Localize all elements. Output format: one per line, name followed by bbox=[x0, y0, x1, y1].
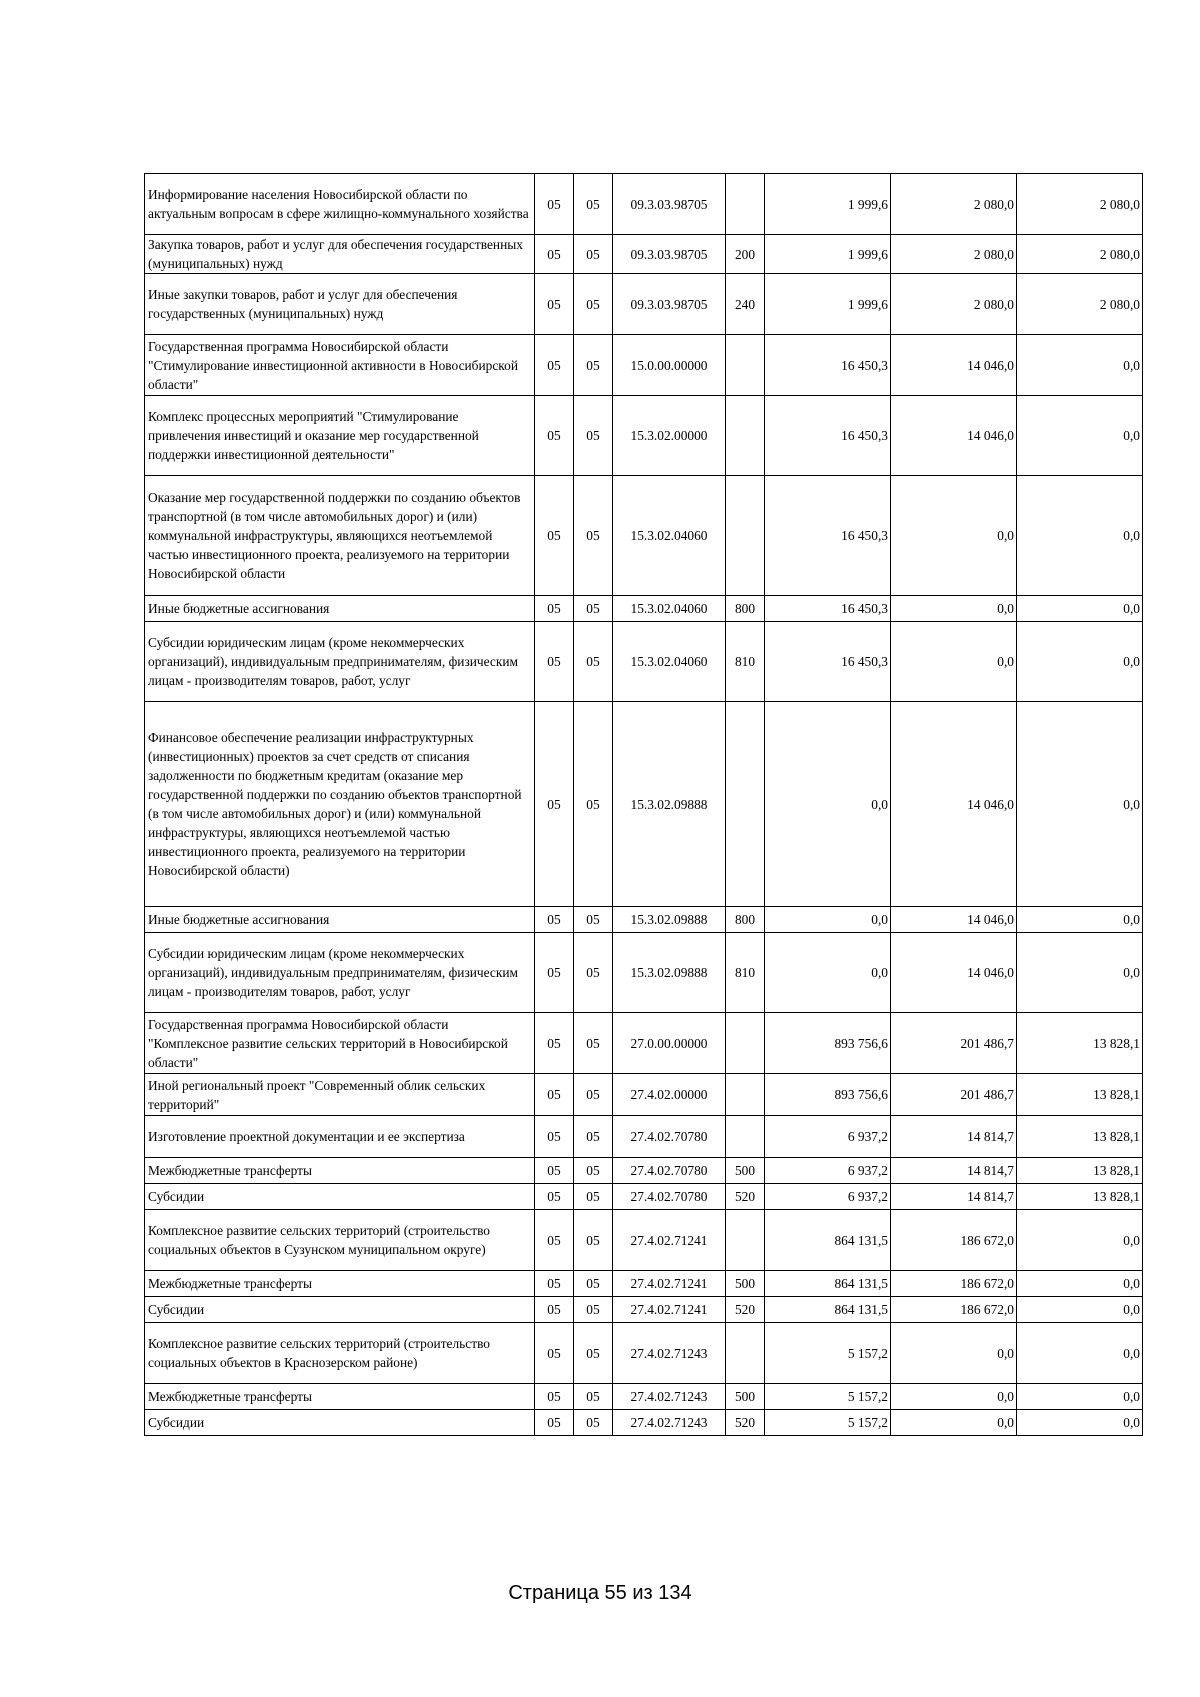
cell-amount-year-1: 0,0 bbox=[765, 702, 891, 907]
cell-subsection: 05 bbox=[574, 335, 613, 396]
cell-subsection: 05 bbox=[574, 1384, 613, 1410]
cell-amount-year-3: 2 080,0 bbox=[1017, 235, 1143, 274]
cell-section: 05 bbox=[535, 622, 574, 702]
cell-amount-year-3: 13 828,1 bbox=[1017, 1116, 1143, 1158]
cell-expense-type: 240 bbox=[726, 274, 765, 335]
cell-target-article: 15.3.02.04060 bbox=[613, 622, 726, 702]
cell-target-article: 27.0.00.00000 bbox=[613, 1013, 726, 1074]
cell-amount-year-1: 6 937,2 bbox=[765, 1184, 891, 1210]
cell-subsection: 05 bbox=[574, 933, 613, 1013]
cell-subsection: 05 bbox=[574, 274, 613, 335]
cell-amount-year-2: 2 080,0 bbox=[891, 274, 1017, 335]
cell-amount-year-2: 2 080,0 bbox=[891, 235, 1017, 274]
cell-name: Комплексное развитие сельских территорий (строительство социальных объектов в Краснозерском районе) bbox=[145, 1323, 535, 1384]
cell-name: Межбюджетные трансферты bbox=[145, 1158, 535, 1184]
cell-name: Субсидии bbox=[145, 1184, 535, 1210]
cell-amount-year-1: 6 937,2 bbox=[765, 1158, 891, 1184]
cell-amount-year-2: 0,0 bbox=[891, 622, 1017, 702]
cell-amount-year-3: 0,0 bbox=[1017, 622, 1143, 702]
table-row bbox=[145, 235, 1143, 274]
cell-subsection: 05 bbox=[574, 622, 613, 702]
table-row bbox=[145, 1323, 1143, 1384]
cell-amount-year-2: 14 046,0 bbox=[891, 907, 1017, 933]
cell-amount-year-2: 0,0 bbox=[891, 476, 1017, 596]
cell-amount-year-3: 0,0 bbox=[1017, 476, 1143, 596]
cell-section: 05 bbox=[535, 1297, 574, 1323]
table-row bbox=[145, 622, 1143, 702]
cell-target-article: 27.4.02.70780 bbox=[613, 1116, 726, 1158]
cell-amount-year-3: 0,0 bbox=[1017, 1384, 1143, 1410]
cell-amount-year-1: 0,0 bbox=[765, 933, 891, 1013]
cell-expense-type: 500 bbox=[726, 1158, 765, 1184]
cell-section: 05 bbox=[535, 1158, 574, 1184]
cell-expense-type bbox=[726, 1323, 765, 1384]
table-row bbox=[145, 396, 1143, 476]
cell-amount-year-3: 0,0 bbox=[1017, 1410, 1143, 1436]
cell-subsection: 05 bbox=[574, 1271, 613, 1297]
cell-subsection: 05 bbox=[574, 907, 613, 933]
cell-target-article: 27.4.02.71243 bbox=[613, 1323, 726, 1384]
table-row bbox=[145, 1184, 1143, 1210]
cell-expense-type bbox=[726, 1210, 765, 1271]
cell-amount-year-1: 1 999,6 bbox=[765, 274, 891, 335]
cell-name: Финансовое обеспечение реализации инфраструктурных (инвестиционных) проектов за счет средств от списания задолженности по бюджетным кредитам (оказание мер государственной поддержки по созданию объектов транспортной (в том числе автомобильных дорог) и (или) коммунальной инфраструктуры, являющихся неотъемлемой частью инвестиционного проекта, реализуемого на территории Новосибирской области) bbox=[145, 702, 535, 907]
cell-amount-year-3: 0,0 bbox=[1017, 933, 1143, 1013]
cell-name: Субсидии bbox=[145, 1297, 535, 1323]
cell-name: Изготовление проектной документации и ее экспертиза bbox=[145, 1116, 535, 1158]
cell-section: 05 bbox=[535, 1271, 574, 1297]
cell-amount-year-2: 0,0 bbox=[891, 1323, 1017, 1384]
cell-expense-type: 810 bbox=[726, 622, 765, 702]
cell-expense-type bbox=[726, 396, 765, 476]
cell-section: 05 bbox=[535, 1384, 574, 1410]
cell-target-article: 15.3.02.04060 bbox=[613, 596, 726, 622]
cell-section: 05 bbox=[535, 1013, 574, 1074]
cell-amount-year-3: 13 828,1 bbox=[1017, 1074, 1143, 1116]
cell-name: Государственная программа Новосибирской области "Стимулирование инвестиционной активности в Новосибирской области" bbox=[145, 335, 535, 396]
cell-target-article: 15.3.02.04060 bbox=[613, 476, 726, 596]
cell-amount-year-2: 2 080,0 bbox=[891, 174, 1017, 235]
page-number: Страница 55 из 134 bbox=[508, 1582, 692, 1604]
cell-target-article: 27.4.02.70780 bbox=[613, 1184, 726, 1210]
cell-amount-year-2: 14 046,0 bbox=[891, 702, 1017, 907]
cell-target-article: 15.0.00.00000 bbox=[613, 335, 726, 396]
cell-amount-year-1: 16 450,3 bbox=[765, 396, 891, 476]
table-row bbox=[145, 1384, 1143, 1410]
cell-amount-year-3: 0,0 bbox=[1017, 1297, 1143, 1323]
table-row bbox=[145, 1297, 1143, 1323]
cell-target-article: 27.4.02.71243 bbox=[613, 1384, 726, 1410]
table-row bbox=[145, 596, 1143, 622]
cell-expense-type bbox=[726, 335, 765, 396]
cell-amount-year-1: 864 131,5 bbox=[765, 1210, 891, 1271]
cell-amount-year-3: 0,0 bbox=[1017, 907, 1143, 933]
cell-subsection: 05 bbox=[574, 702, 613, 907]
cell-subsection: 05 bbox=[574, 1013, 613, 1074]
cell-amount-year-2: 186 672,0 bbox=[891, 1297, 1017, 1323]
cell-target-article: 15.3.02.09888 bbox=[613, 933, 726, 1013]
cell-amount-year-3: 0,0 bbox=[1017, 396, 1143, 476]
cell-section: 05 bbox=[535, 1184, 574, 1210]
cell-amount-year-1: 6 937,2 bbox=[765, 1116, 891, 1158]
cell-amount-year-1: 893 756,6 bbox=[765, 1074, 891, 1116]
cell-section: 05 bbox=[535, 235, 574, 274]
cell-amount-year-2: 0,0 bbox=[891, 1410, 1017, 1436]
table-row bbox=[145, 274, 1143, 335]
cell-amount-year-1: 16 450,3 bbox=[765, 596, 891, 622]
cell-expense-type: 500 bbox=[726, 1271, 765, 1297]
cell-expense-type: 520 bbox=[726, 1184, 765, 1210]
cell-target-article: 27.4.02.71241 bbox=[613, 1297, 726, 1323]
cell-amount-year-3: 13 828,1 bbox=[1017, 1013, 1143, 1074]
table-row bbox=[145, 476, 1143, 596]
table-body bbox=[145, 174, 1143, 1436]
table-row bbox=[145, 702, 1143, 907]
table-row bbox=[145, 335, 1143, 396]
cell-name: Иные закупки товаров, работ и услуг для обеспечения государственных (муниципальных) нужд bbox=[145, 274, 535, 335]
cell-subsection: 05 bbox=[574, 174, 613, 235]
cell-subsection: 05 bbox=[574, 1116, 613, 1158]
cell-subsection: 05 bbox=[574, 1323, 613, 1384]
cell-amount-year-1: 864 131,5 bbox=[765, 1271, 891, 1297]
cell-amount-year-1: 1 999,6 bbox=[765, 174, 891, 235]
cell-amount-year-1: 5 157,2 bbox=[765, 1384, 891, 1410]
cell-target-article: 09.3.03.98705 bbox=[613, 235, 726, 274]
cell-target-article: 27.4.02.70780 bbox=[613, 1158, 726, 1184]
table-row bbox=[145, 907, 1143, 933]
cell-expense-type: 500 bbox=[726, 1384, 765, 1410]
cell-expense-type: 520 bbox=[726, 1297, 765, 1323]
cell-subsection: 05 bbox=[574, 1074, 613, 1116]
budget-table-container bbox=[144, 173, 1142, 1436]
cell-target-article: 27.4.02.71241 bbox=[613, 1210, 726, 1271]
cell-section: 05 bbox=[535, 933, 574, 1013]
cell-amount-year-1: 864 131,5 bbox=[765, 1297, 891, 1323]
cell-section: 05 bbox=[535, 274, 574, 335]
cell-expense-type bbox=[726, 1074, 765, 1116]
budget-table bbox=[144, 173, 1143, 1436]
cell-target-article: 09.3.03.98705 bbox=[613, 174, 726, 235]
cell-name: Субсидии bbox=[145, 1410, 535, 1436]
cell-name: Субсидии юридическим лицам (кроме некоммерческих организаций), индивидуальным предпринимателям, физическим лицам - производителям товаров, работ, услуг bbox=[145, 622, 535, 702]
cell-amount-year-2: 14 814,7 bbox=[891, 1184, 1017, 1210]
cell-target-article: 15.3.02.00000 bbox=[613, 396, 726, 476]
cell-amount-year-1: 5 157,2 bbox=[765, 1323, 891, 1384]
table-row bbox=[145, 1116, 1143, 1158]
cell-name: Межбюджетные трансферты bbox=[145, 1271, 535, 1297]
cell-amount-year-1: 0,0 bbox=[765, 907, 891, 933]
cell-amount-year-2: 14 814,7 bbox=[891, 1158, 1017, 1184]
table-row bbox=[145, 933, 1143, 1013]
cell-section: 05 bbox=[535, 476, 574, 596]
cell-name: Иные бюджетные ассигнования bbox=[145, 596, 535, 622]
cell-expense-type bbox=[726, 476, 765, 596]
cell-name: Иной региональный проект "Современный облик сельских территорий" bbox=[145, 1074, 535, 1116]
cell-amount-year-2: 201 486,7 bbox=[891, 1074, 1017, 1116]
cell-target-article: 09.3.03.98705 bbox=[613, 274, 726, 335]
cell-amount-year-3: 13 828,1 bbox=[1017, 1158, 1143, 1184]
cell-expense-type bbox=[726, 1013, 765, 1074]
cell-expense-type: 810 bbox=[726, 933, 765, 1013]
cell-amount-year-1: 16 450,3 bbox=[765, 335, 891, 396]
cell-target-article: 27.4.02.00000 bbox=[613, 1074, 726, 1116]
cell-amount-year-2: 186 672,0 bbox=[891, 1210, 1017, 1271]
cell-expense-type bbox=[726, 1116, 765, 1158]
cell-subsection: 05 bbox=[574, 1158, 613, 1184]
cell-section: 05 bbox=[535, 335, 574, 396]
cell-section: 05 bbox=[535, 907, 574, 933]
cell-amount-year-3: 0,0 bbox=[1017, 1271, 1143, 1297]
cell-amount-year-2: 186 672,0 bbox=[891, 1271, 1017, 1297]
table-row bbox=[145, 1210, 1143, 1271]
cell-amount-year-2: 201 486,7 bbox=[891, 1013, 1017, 1074]
cell-subsection: 05 bbox=[574, 1297, 613, 1323]
cell-amount-year-1: 893 756,6 bbox=[765, 1013, 891, 1074]
cell-name: Закупка товаров, работ и услуг для обеспечения государственных (муниципальных) нужд bbox=[145, 235, 535, 274]
cell-amount-year-2: 14 814,7 bbox=[891, 1116, 1017, 1158]
cell-subsection: 05 bbox=[574, 1210, 613, 1271]
cell-amount-year-2: 14 046,0 bbox=[891, 335, 1017, 396]
cell-name: Субсидии юридическим лицам (кроме некоммерческих организаций), индивидуальным предпринимателям, физическим лицам - производителям товаров, работ, услуг bbox=[145, 933, 535, 1013]
cell-amount-year-1: 5 157,2 bbox=[765, 1410, 891, 1436]
cell-section: 05 bbox=[535, 1116, 574, 1158]
cell-expense-type bbox=[726, 702, 765, 907]
table-row bbox=[145, 1410, 1143, 1436]
cell-subsection: 05 bbox=[574, 396, 613, 476]
cell-amount-year-3: 0,0 bbox=[1017, 335, 1143, 396]
cell-section: 05 bbox=[535, 702, 574, 907]
cell-amount-year-3: 2 080,0 bbox=[1017, 174, 1143, 235]
table-row bbox=[145, 1271, 1143, 1297]
cell-amount-year-1: 1 999,6 bbox=[765, 235, 891, 274]
cell-subsection: 05 bbox=[574, 476, 613, 596]
cell-section: 05 bbox=[535, 1410, 574, 1436]
cell-amount-year-3: 0,0 bbox=[1017, 1323, 1143, 1384]
cell-amount-year-2: 14 046,0 bbox=[891, 933, 1017, 1013]
table-row bbox=[145, 1074, 1143, 1116]
cell-target-article: 27.4.02.71241 bbox=[613, 1271, 726, 1297]
cell-subsection: 05 bbox=[574, 235, 613, 274]
cell-amount-year-2: 0,0 bbox=[891, 596, 1017, 622]
cell-amount-year-3: 13 828,1 bbox=[1017, 1184, 1143, 1210]
cell-subsection: 05 bbox=[574, 596, 613, 622]
cell-target-article: 27.4.02.71243 bbox=[613, 1410, 726, 1436]
cell-expense-type bbox=[726, 174, 765, 235]
cell-amount-year-3: 2 080,0 bbox=[1017, 274, 1143, 335]
cell-section: 05 bbox=[535, 1323, 574, 1384]
table-row bbox=[145, 174, 1143, 235]
cell-name: Государственная программа Новосибирской области "Комплексное развитие сельских территорий в Новосибирской области" bbox=[145, 1013, 535, 1074]
cell-name: Комплексное развитие сельских территорий (строительство социальных объектов в Сузунском муниципальном округе) bbox=[145, 1210, 535, 1271]
cell-expense-type: 200 bbox=[726, 235, 765, 274]
cell-subsection: 05 bbox=[574, 1410, 613, 1436]
table-row bbox=[145, 1013, 1143, 1074]
cell-amount-year-1: 16 450,3 bbox=[765, 622, 891, 702]
cell-section: 05 bbox=[535, 1210, 574, 1271]
cell-section: 05 bbox=[535, 1074, 574, 1116]
table-row bbox=[145, 1158, 1143, 1184]
cell-amount-year-3: 0,0 bbox=[1017, 1210, 1143, 1271]
cell-section: 05 bbox=[535, 596, 574, 622]
cell-name: Межбюджетные трансферты bbox=[145, 1384, 535, 1410]
cell-expense-type: 520 bbox=[726, 1410, 765, 1436]
cell-amount-year-3: 0,0 bbox=[1017, 702, 1143, 907]
cell-target-article: 15.3.02.09888 bbox=[613, 907, 726, 933]
cell-expense-type: 800 bbox=[726, 907, 765, 933]
cell-amount-year-3: 0,0 bbox=[1017, 596, 1143, 622]
cell-subsection: 05 bbox=[574, 1184, 613, 1210]
cell-name: Иные бюджетные ассигнования bbox=[145, 907, 535, 933]
cell-amount-year-2: 14 046,0 bbox=[891, 396, 1017, 476]
cell-amount-year-2: 0,0 bbox=[891, 1384, 1017, 1410]
cell-amount-year-1: 16 450,3 bbox=[765, 476, 891, 596]
cell-section: 05 bbox=[535, 174, 574, 235]
cell-name: Информирование населения Новосибирской области по актуальным вопросам в сфере жилищно-коммунального хозяйства bbox=[145, 174, 535, 235]
cell-name: Комплекс процессных мероприятий "Стимулирование привлечения инвестиций и оказание мер государственной поддержки инвестиционной деятельности" bbox=[145, 396, 535, 476]
cell-section: 05 bbox=[535, 396, 574, 476]
cell-expense-type: 800 bbox=[726, 596, 765, 622]
cell-target-article: 15.3.02.09888 bbox=[613, 702, 726, 907]
cell-name: Оказание мер государственной поддержки по созданию объектов транспортной (в том числе автомобильных дорог) и (или) коммунальной инфраструктуры, являющихся неотъемлемой частью инвестиционного проекта, реализуемого на территории Новосибирской области bbox=[145, 476, 535, 596]
